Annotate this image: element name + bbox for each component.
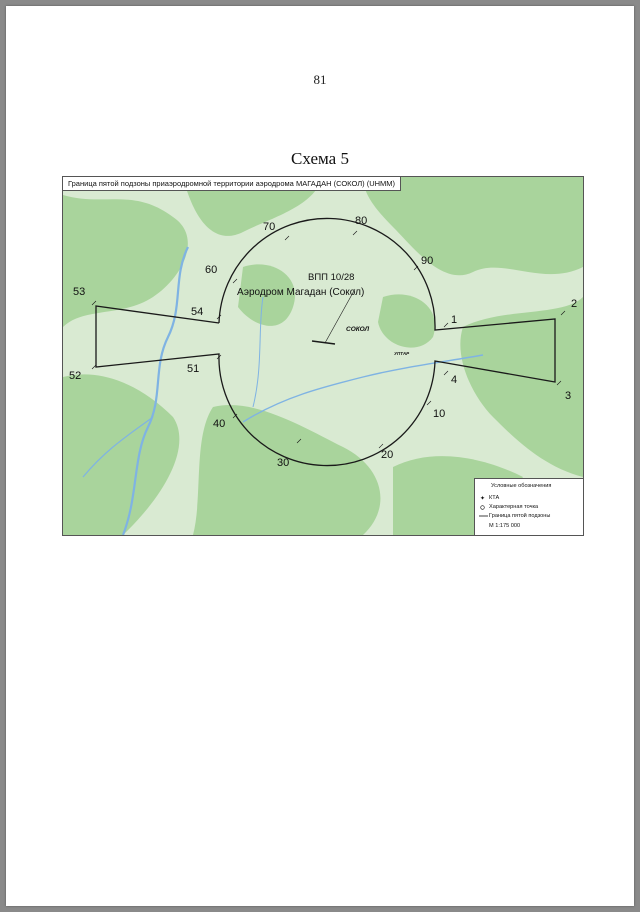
characteristic-point-icon (481, 506, 485, 510)
point-label-70: 70 (263, 221, 276, 233)
point-label-4: 4 (451, 374, 458, 386)
point-label-1: 1 (451, 314, 458, 326)
settlement-label-uptar: УПТАР (394, 351, 410, 356)
point-label-10: 10 (433, 408, 446, 420)
point-label-90: 90 (421, 255, 434, 267)
map-figure (62, 176, 584, 536)
point-label-51: 51 (187, 363, 200, 375)
legend-title: Условные обозначения (491, 483, 552, 489)
point-label-53: 53 (73, 286, 86, 298)
legend-kta: КТА (489, 495, 500, 501)
point-label-30: 30 (277, 457, 290, 469)
point-label-3: 3 (565, 390, 572, 402)
legend-symbols (479, 495, 489, 533)
map-scale: М 1:175 000 (489, 523, 521, 529)
runway-label: ВПП 10/28 (308, 272, 355, 283)
page-number: 81 (313, 72, 327, 87)
legend-boundary-line: Граница пятой подзоны (489, 513, 551, 519)
kta-symbol-icon: ✦ (480, 496, 486, 502)
point-label-40: 40 (213, 418, 226, 430)
point-label-60: 60 (205, 264, 218, 276)
map-legend (474, 478, 583, 535)
settlement-label-sokol: СОКОЛ (346, 326, 370, 333)
legend-characteristic-point: Характерная точка (489, 504, 539, 510)
point-label-54: 54 (191, 306, 204, 318)
scheme-title: Схема 5 (291, 149, 349, 168)
point-label-52: 52 (69, 370, 82, 382)
point-label-80: 80 (355, 215, 368, 227)
map-caption: Граница пятой подзоны приаэродромной территории аэродрома МАГАДАН (СОКОЛ) (UHMM) (63, 177, 401, 191)
point-label-2: 2 (571, 298, 578, 310)
aerodrome-label: Аэродром Магадан (Сокол) (237, 287, 365, 298)
point-label-20: 20 (381, 449, 394, 461)
